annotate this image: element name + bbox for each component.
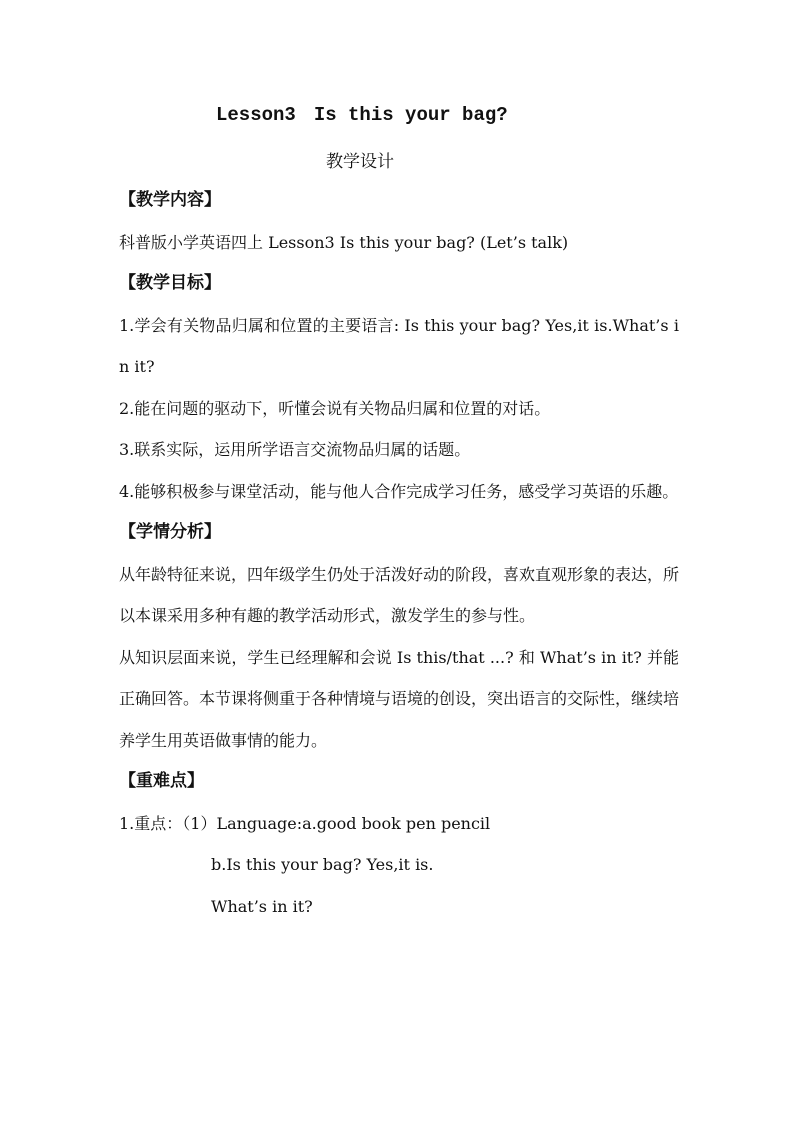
objective-item: 3.联系实际，运用所学语言交流物品归属的话题。	[119, 440, 471, 459]
document-body	[119, 180, 679, 927]
title-lesson: Lesson3	[216, 104, 296, 126]
objective-item: 4.能够积极参与课堂活动，能与他人合作完成学习任务，感受学习英语的乐趣。	[119, 481, 679, 501]
document-title	[0, 104, 794, 126]
section-heading-content: 【教学内容】	[119, 190, 221, 210]
content-text: 科普版小学英语四上 Lesson3 Is this your bag? (Let’s talk)	[119, 232, 569, 252]
key-point-line: 1.重点：（1）Language:a.good book pen pencil	[119, 813, 491, 833]
document-subtitle: 教学设计	[326, 152, 394, 172]
section-heading-key-points: 【重难点】	[119, 771, 204, 791]
objective-item: 1.学会有关物品归属和位置的主要语言: Is this your bag? Yes,it is.What’s in it?	[119, 315, 679, 376]
section-heading-analysis: 【学情分析】	[119, 522, 221, 542]
key-point-line: What’s in it?	[211, 896, 313, 916]
section-heading-objectives: 【教学目标】	[119, 273, 221, 293]
title-question: Is this your bag?	[313, 104, 508, 126]
analysis-paragraph: 从知识层面来说，学生已经理解和会说 Is this/that ...? 和 What’s in it? 并能正确回答。本节课将侧重于各种情境与语境的创设，突出语言的交际性，继续培养学生用英语做事情的能力。	[119, 647, 680, 750]
analysis-paragraph: 从年龄特征来说，四年级学生仍处于活泼好动的阶段，喜欢直观形象的表达，所以本课采用多种有趣的教学活动形式，激发学生的参与性。	[119, 564, 680, 625]
key-point-line: b.Is this your bag? Yes,it is.	[211, 855, 434, 874]
objective-item: 2.能在问题的驱动下，听懂会说有关物品归属和位置的对话。	[119, 398, 551, 418]
